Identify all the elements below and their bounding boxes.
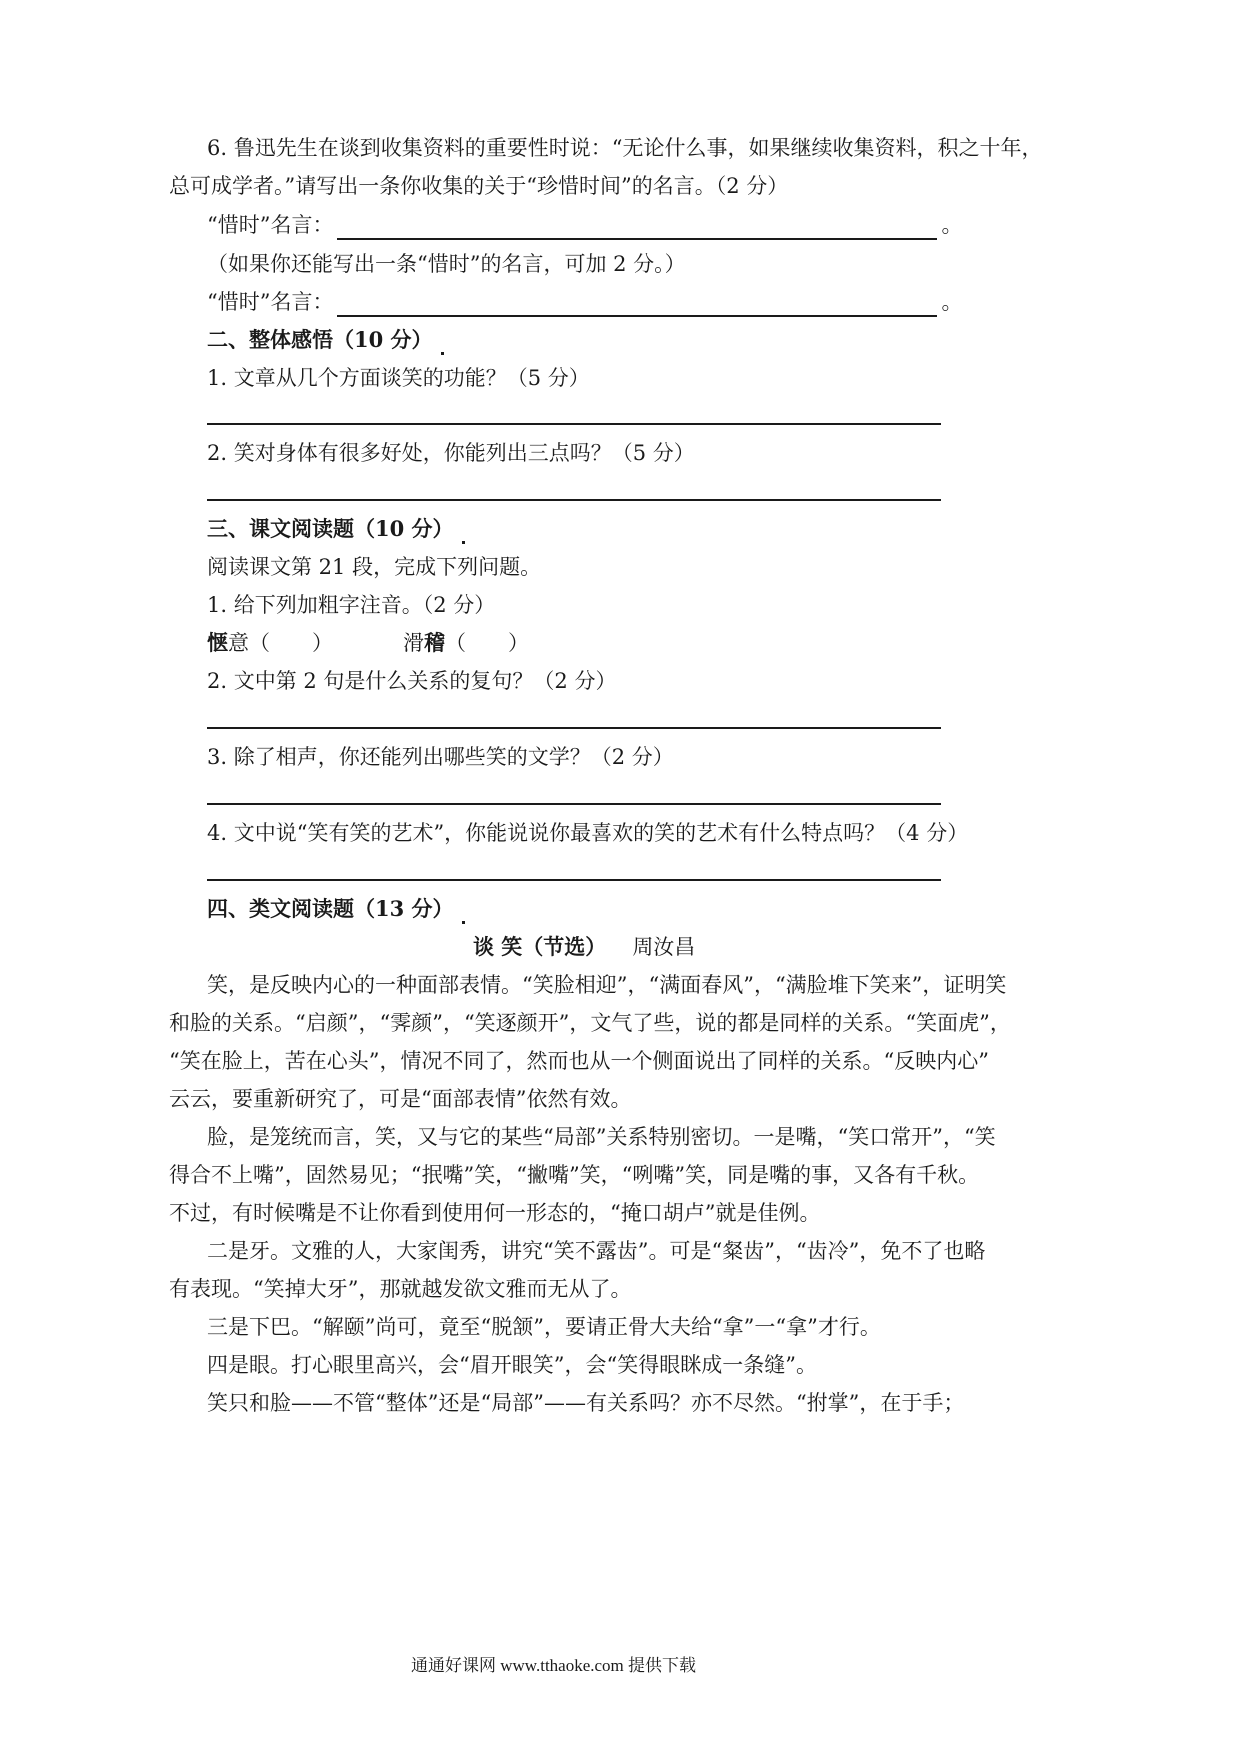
section-3-question-2: 2. 文中第 2 句是什么关系的复句？（2 分）	[207, 669, 617, 693]
passage-line: 云云，要重新研究了，可是“面部表情”依然有效。	[169, 1087, 632, 1111]
section-3-question-1: 1. 给下列加粗字注音。（2 分）	[207, 593, 496, 617]
passage-line: “笑在脸上，苦在心头”，情况不同了，然而也从一个侧面说出了同样的关系。“反映内心”	[169, 1049, 989, 1073]
section-2-answer-line-1[interactable]	[207, 423, 941, 425]
passage-line: 笑，是反映内心的一种面部表情。“笑脸相迎”，“满面春风”，“满脸堆下笑来”，证明笑	[207, 973, 1007, 997]
answer-blank-1[interactable]	[337, 216, 937, 240]
section-3-question-4: 4. 文中说“笑有笑的艺术”，你能说说你最喜欢的笑的艺术有什么特点吗？（4 分）	[207, 821, 969, 845]
passage-line: 有表现。“笑掉大牙”，那就越发欲文雅而无从了。	[169, 1277, 632, 1301]
section-3-question-3: 3. 除了相声，你还能列出哪些笑的文学？（2 分）	[207, 745, 674, 769]
passage-line: 和脸的关系。“启颜”，“霁颜”，“笑逐颜开”，文气了些，说的都是同样的关系。“笑面虎”，	[169, 1011, 1011, 1035]
answer-label-2: “惜时”名言：	[207, 290, 334, 314]
answer-end-1: 。	[941, 213, 963, 237]
bold-char-1: 惬	[207, 630, 228, 655]
pinyin-word-2	[403, 628, 529, 658]
answer-blank-2[interactable]	[337, 293, 937, 317]
section-2-heading: 二、整体感悟（10 分）	[207, 325, 444, 355]
answer-label-1: “惜时”名言：	[207, 213, 334, 237]
passage-line: 笑只和脸——不管“整体”还是“局部”——有关系吗？亦不尽然。“拊掌”，在于手；	[207, 1391, 965, 1415]
pinyin-words	[207, 628, 333, 658]
section-3-answer-line-2[interactable]	[207, 727, 941, 729]
scan-dot	[441, 352, 444, 355]
scan-dot	[462, 921, 465, 924]
passage-line: 得合不上嘴”，固然易见；“抿嘴”笑，“撇嘴”笑，“咧嘴”笑，同是嘴的事，又各有千秋。	[169, 1163, 980, 1187]
reading-author: 周汝昌	[632, 935, 696, 959]
section-3-answer-line-3[interactable]	[207, 803, 941, 805]
word-2-rest: （ ）	[445, 631, 529, 655]
answer-row-2	[207, 287, 962, 317]
passage-line: 四是眼。打心眼里高兴，会“眉开眼笑”，会“笑得眼眯成一条缝”。	[207, 1353, 817, 1377]
bonus-note: （如果你还能写出一条“惜时”的名言，可加 2 分。）	[207, 252, 686, 276]
passage-line: 二是牙。文雅的人，大家闺秀，讲究“笑不露齿”。可是“粲齿”，“齿冷”，免不了也略	[207, 1239, 986, 1263]
passage-line: 不过，有时候嘴是不让你看到使用何一形态的，“掩口胡卢”就是佳例。	[169, 1201, 821, 1225]
section-3-intro: 阅读课文第 21 段，完成下列问题。	[207, 555, 542, 579]
word-1-rest: 意（ ）	[228, 631, 333, 655]
section-2-question-1: 1. 文章从几个方面谈笑的功能？（5 分）	[207, 366, 590, 390]
scan-dot	[462, 541, 465, 544]
section-4-heading: 四、类文阅读题（13 分）	[207, 894, 465, 924]
bold-char-2: 稽	[424, 630, 445, 655]
word-2-pre: 滑	[403, 631, 424, 655]
reading-title-row	[473, 932, 695, 962]
section-2-question-2: 2. 笑对身体有很多好处，你能列出三点吗？（5 分）	[207, 441, 695, 465]
section-2-answer-line-2[interactable]	[207, 499, 941, 501]
passage-line: 三是下巴。“解颐”尚可，竟至“脱颔”，要请正骨大夫给“拿”一“拿”才行。	[207, 1315, 881, 1339]
footer-note: 通通好课网 www.tthaoke.com 提供下载	[411, 1656, 697, 1675]
question-6-line-1: 6. 鲁迅先生在谈到收集资料的重要性时说：“无论什么事，如果继续收集资料，积之十年，	[207, 136, 1043, 160]
section-3-answer-line-4[interactable]	[207, 879, 941, 881]
answer-end-2: 。	[941, 290, 963, 314]
reading-title: 谈 笑（节选）	[473, 934, 607, 959]
question-6-line-2: 总可成学者。”请写出一条你收集的关于“珍惜时间”的名言。（2 分）	[169, 174, 789, 198]
passage-line: 脸，是笼统而言，笑，又与它的某些“局部”关系特别密切。一是嘴，“笑口常开”，“笑	[207, 1125, 996, 1149]
answer-row-1	[207, 210, 962, 240]
section-3-heading: 三、课文阅读题（10 分）	[207, 514, 465, 544]
